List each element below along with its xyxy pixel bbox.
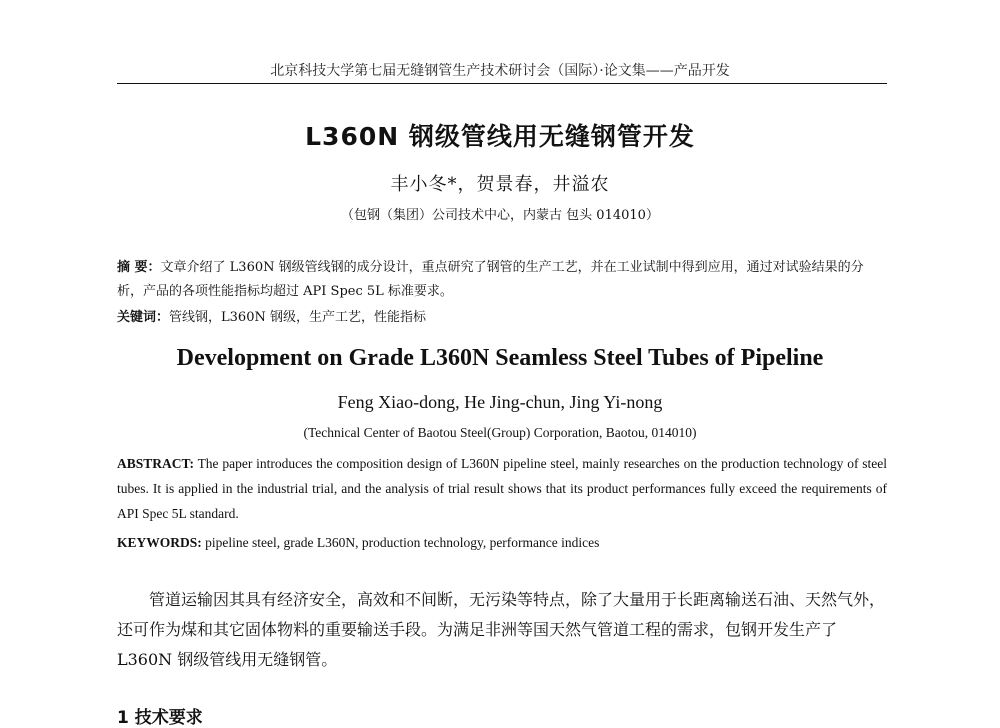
header-rule (117, 83, 887, 84)
intro-paragraph: 管道运输因其具有经济安全，高效和不间断，无污染等特点，除了大量用于长距离输送石油、天然气外，还可作为煤和其它固体物料的重要输送手段。为满足非洲等国天然气管道工程的需求，包钢开发生产了 L360N 钢级管线用无缝钢管。 (117, 590, 886, 669)
chinese-keywords (117, 306, 887, 330)
english-keywords-label: KEYWORDS: (117, 535, 202, 550)
chinese-abstract-label: 摘 要： (117, 260, 161, 275)
chinese-keywords-text: 管线钢，L360N 钢级，生产工艺，性能指标 (169, 310, 426, 325)
english-abstract (117, 451, 887, 526)
running-header: 北京科技大学第七届无缝钢管生产技术研讨会（国际）·论文集——产品开发 (270, 63, 730, 79)
english-keywords (117, 530, 887, 555)
english-abstract-label: ABSTRACT: (117, 456, 195, 471)
english-title: Development on Grade L360N Seamless Steel Tubes of Pipeline (176, 345, 824, 371)
chinese-authors: 丰小冬*，贺景春，井溢农 (390, 174, 610, 195)
chinese-affiliation: （包钢（集团）公司技术中心，内蒙古 包头 014010） (341, 208, 659, 223)
english-keywords-text: pipeline steel, grade L360N, production technology, performance indices (201, 535, 600, 550)
chinese-abstract-text: 文章介绍了 L360N 钢级管线钢的成分设计，重点研究了钢管的生产工艺，并在工业试制中得到应用，通过对试验结果的分析，产品的各项性能指标均超过 API Spec 5L 标准要求。 (117, 260, 864, 299)
chinese-keywords-label: 关键词： (117, 310, 170, 325)
english-abstract-text: The paper introduces the composition design of L360N pipeline steel, mainly researches on the production technology of steel tubes. It is applied in the industrial trial, and the analysis of trial result shows that its product performances fully exceed the requirements of API Spec 5L standard. (117, 456, 887, 521)
section-heading: 1 技术要求 (117, 708, 203, 728)
english-authors: Feng Xiao-dong, He Jing-chun, Jing Yi-nong (337, 392, 663, 412)
english-affiliation: (Technical Center of Baotou Steel(Group) Corporation, Baotou, 014010) (303, 425, 697, 440)
chinese-title: L360N 钢级管线用无缝钢管开发 (305, 122, 695, 151)
chinese-abstract (117, 256, 887, 304)
